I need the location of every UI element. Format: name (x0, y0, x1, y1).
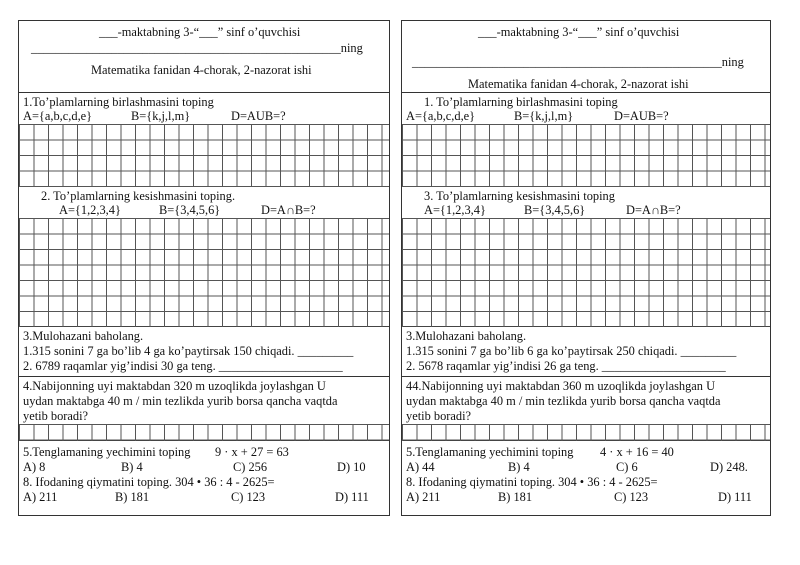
question-4-line-1: 44.Nabijonning uyi maktabdan 360 m uzoqlikda joylashgan U (406, 379, 716, 393)
set-d-union: D=AUB=? (614, 109, 669, 123)
option-d: D) 10 (337, 460, 366, 474)
set-d-intersection: D=A∩B=? (626, 203, 681, 217)
option-d: D) 248. (710, 460, 748, 474)
option-a: A) 211 (406, 490, 441, 504)
option-a: A) 8 (23, 460, 46, 474)
question-5-8-section (19, 441, 389, 517)
question-3-title: 3.Mulohazani baholang. (23, 329, 144, 343)
option-b: B) 4 (121, 460, 143, 474)
question-2-title: 2. To’plamlarning kesishmasini toping. (41, 189, 236, 203)
question-2-section (402, 187, 770, 327)
question-5-8-section (402, 441, 770, 517)
answer-grid (402, 124, 770, 187)
option-c: C) 123 (614, 490, 649, 504)
question-4-line-3: yetib boradi? (406, 409, 472, 423)
statement-1: 1.315 sonini 7 ga bo’lib 6 ga ko’paytirsak 250 chiqadi. _________ (406, 344, 737, 358)
question-1-section (19, 93, 389, 187)
test-title: Matematika fanidan 4-chorak, 2-nazorat ishi (91, 63, 312, 77)
option-d: D) 111 (335, 490, 369, 504)
option-b: B) 181 (115, 490, 150, 504)
test-title: Matematika fanidan 4-chorak, 2-nazorat ishi (468, 77, 689, 91)
answer-grid (19, 424, 389, 441)
statement-2: 2. 5678 raqamlar yig’indisi 26 ga teng. ____________________ (406, 359, 726, 373)
question-2-section (19, 187, 389, 327)
set-d-union: D=AUB=? (231, 109, 286, 123)
question-3-title: 3.Mulohazani baholang. (406, 329, 527, 343)
answer-grid (19, 218, 389, 327)
question-2-title: 3. To’plamlarning kesishmasini toping (424, 189, 615, 203)
option-a: A) 211 (23, 490, 58, 504)
question-4-line-2: uydan maktabga 40 m / min tezlikda yurib borsa qancha vaqtda (23, 394, 338, 408)
question-1-title: 1.To’plamlarning birlashmasini toping (23, 95, 214, 109)
option-c: C) 256 (233, 460, 268, 474)
option-c: C) 6 (616, 460, 638, 474)
option-c: C) 123 (231, 490, 266, 504)
set-d-intersection: D=A∩B=? (261, 203, 316, 217)
answer-grid (402, 424, 770, 441)
question-4-line-1: 4.Nabijonning uyi maktabdan 320 m uzoqlikda joylashgan U (23, 379, 326, 393)
set-a: A={1,2,3,4} (59, 203, 121, 217)
set-b: B={k,j,l,m} (131, 109, 191, 123)
answer-grid (402, 218, 770, 327)
option-a: A) 44 (406, 460, 435, 474)
option-b: B) 181 (498, 490, 533, 504)
question-3-section (402, 327, 770, 377)
question-1-section (402, 93, 770, 187)
school-class-line: ___-maktabning 3-“___” sinf o’quvchisi (99, 25, 301, 39)
set-a: A={a,b,c,d,e} (23, 109, 93, 123)
question-5-equation: 9 · x + 27 = 63 (215, 445, 289, 459)
question-1-title: 1. To’plamlarning birlashmasini toping (424, 95, 618, 109)
school-class-line: ___-maktabning 3-“___” sinf o’quvchisi (478, 25, 680, 39)
question-3-section (19, 327, 389, 377)
question-4-section (19, 377, 389, 441)
set-b: B={3,4,5,6} (524, 203, 586, 217)
set-b: B={k,j,l,m} (514, 109, 574, 123)
header-section (19, 21, 389, 93)
set-a: A={a,b,c,d,e} (406, 109, 476, 123)
option-b: B) 4 (508, 460, 530, 474)
question-8-title: 8. Ifodaning qiymatini toping. 304 • 36 : 4 - 2625= (23, 475, 275, 489)
header-section (402, 21, 770, 93)
set-b: B={3,4,5,6} (159, 203, 221, 217)
right-test-sheet (401, 20, 771, 516)
left-test-sheet (18, 20, 390, 516)
answer-grid (19, 124, 389, 187)
question-5-title: 5.Tenglamaning yechimini toping (406, 445, 574, 459)
statement-2: 2. 6789 raqamlar yig’indisi 30 ga teng. ____________________ (23, 359, 343, 373)
statement-1: 1.315 sonini 7 ga bo’lib 4 ga ko’paytirsak 150 chiqadi. _________ (23, 344, 354, 358)
question-5-title: 5.Tenglamaning yechimini toping (23, 445, 191, 459)
question-8-title: 8. Ifodaning qiymatini toping. 304 • 36 : 4 - 2625= (406, 475, 658, 489)
question-4-line-3: yetib boradi? (23, 409, 89, 423)
question-4-section (402, 377, 770, 441)
option-d: D) 111 (718, 490, 752, 504)
question-5-equation: 4 · x + 16 = 40 (600, 445, 674, 459)
student-name-line: __________________________________________________ning (31, 41, 363, 55)
student-name-line: __________________________________________________ning (412, 55, 744, 69)
set-a: A={1,2,3,4} (424, 203, 486, 217)
question-4-line-2: uydan maktabga 40 m / min tezlikda yurib borsa qancha vaqtda (406, 394, 721, 408)
